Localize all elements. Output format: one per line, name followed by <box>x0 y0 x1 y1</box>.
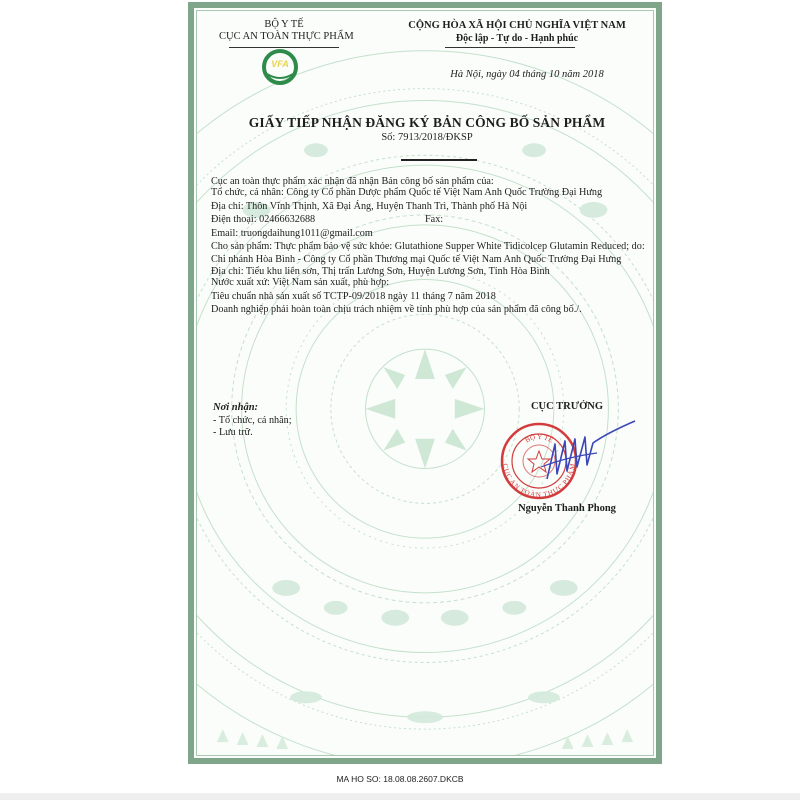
country-name: CỘNG HÒA XÃ HỘI CHỦ NGHĨA VIỆT NAM <box>408 20 626 31</box>
certificate-document <box>188 2 662 764</box>
signer-position: CỤC TRƯỞNG <box>530 401 604 412</box>
body-product: Cho sản phẩm: Thực phẩm bảo vệ sức khỏe: Glutathione Supper White Tidicolcep Glutamin Reduced; do: <box>211 241 645 253</box>
issuer-header <box>219 19 354 43</box>
body-address: Địa chỉ: Thôn Vĩnh Thịnh, Xã Đại Áng, Huyện Thanh Trì, Thành phố Hà Nội <box>211 200 528 212</box>
document-title: GIẤY TIẾP NHẬN ĐĂNG KÝ BẢN CÔNG BỐ SẢN PHẨM <box>248 115 606 130</box>
department-name: CỤC AN TOÀN THỰC PHẨM <box>219 31 354 42</box>
recipients-title: Nơi nhận: <box>213 402 259 413</box>
signer-name: Nguyễn Thanh Phong <box>518 503 616 514</box>
body-phone-row <box>211 214 651 225</box>
recipient-item: - Lưu trữ. <box>213 427 253 438</box>
ministry-name: BỘ Y TẾ <box>264 19 304 30</box>
title-divider <box>401 159 477 161</box>
body-fax: Fax: <box>425 214 444 226</box>
national-header <box>377 19 654 45</box>
body-phone: Điện thoại: 02466632688 <box>211 214 316 226</box>
dossier-code: MA HO SO: 18.08.08.2607.DKCB <box>336 774 464 784</box>
body-intro: Cục an toàn thực phẩm xác nhận đã nhận Bản công bố sản phẩm của: <box>211 176 494 187</box>
body-responsibility: Doanh nghiệp phải hoàn toàn chịu trách nhiệm về tính phù hợp của sản phẩm đã công bố./. <box>211 304 582 316</box>
vfa-logo-icon <box>259 48 301 86</box>
body-manufacturer: Chi nhánh Hòa Bình - Công ty Cổ phần Thương mại Quốc tế Việt Nam Anh Quốc Trường Đại Hưng <box>211 254 622 266</box>
recipient-item: - Tổ chức, cá nhân; <box>213 415 292 426</box>
issue-date: Hà Nội, ngày 04 tháng 10 năm 2018 <box>450 69 604 80</box>
motto-divider <box>445 47 575 48</box>
body-email: Email: truongdaihung1011@gmail.com <box>211 227 373 239</box>
bottom-strip <box>0 793 800 800</box>
svg-text:VFA: VFA <box>271 59 289 69</box>
document-number: Số: 7913/2018/ĐKSP <box>381 132 473 143</box>
body-organization: Tổ chức, cá nhân: Công ty Cổ phần Dược phẩm Quốc tế Việt Nam Anh Quốc Trường Đại Hưng <box>211 187 603 199</box>
svg-text:CỤC AN TOÀN THỰC PHẨM: CỤC AN TOÀN THỰC PHẨM <box>501 463 577 500</box>
body-manufacturer-address: Địa chỉ: Tiểu khu liên sơn, Thị trấn Lương Sơn, Huyện Lương Sơn, Tỉnh Hòa Bình <box>211 265 550 277</box>
handwritten-signature <box>527 419 637 499</box>
national-motto: Độc lập - Tự do - Hạnh phúc <box>455 33 579 44</box>
certificate-body <box>211 176 651 315</box>
body-standard: Tiêu chuẩn nhà sản xuất số TCTP-09/2018 ngày 11 tháng 7 năm 2018 <box>211 290 496 302</box>
svg-text:BỘ Y TẾ: BỘ Y TẾ <box>523 432 555 445</box>
body-origin: Nước xuất xứ: Việt Nam sản xuất, phù hợp: <box>211 277 390 289</box>
document-inner-frame <box>196 10 654 756</box>
